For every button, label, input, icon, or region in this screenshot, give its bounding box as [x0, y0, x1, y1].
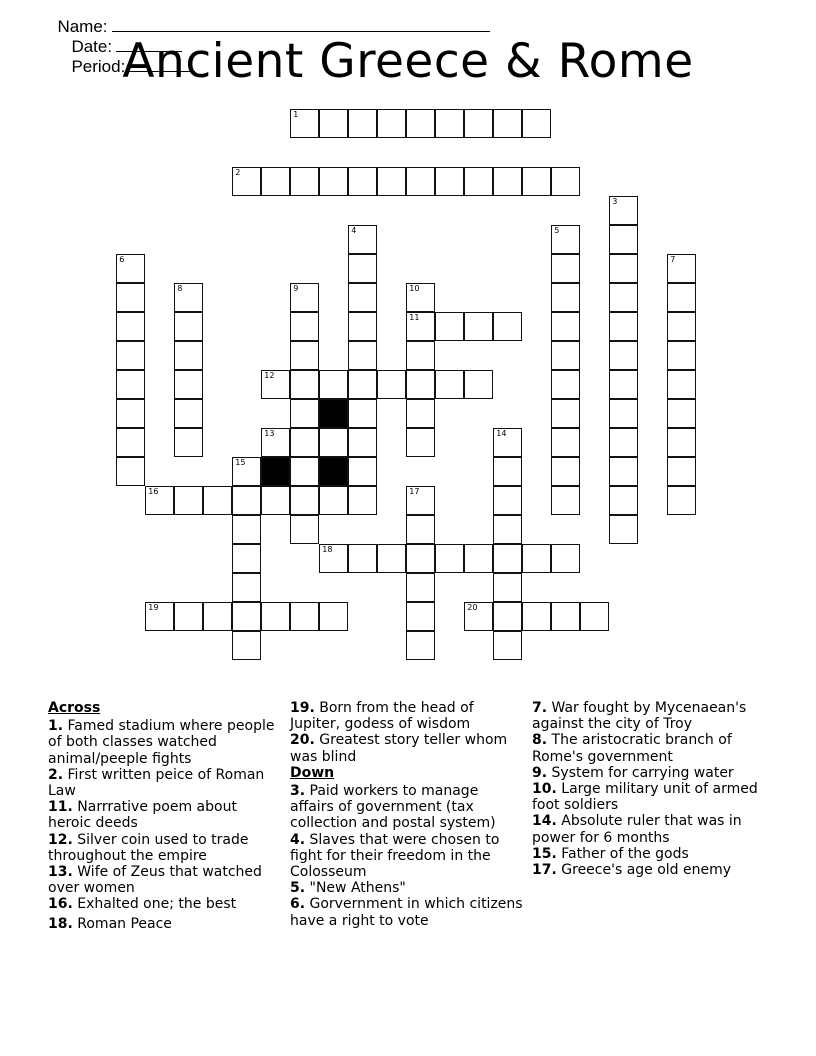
grid-cell[interactable] [406, 486, 435, 515]
grid-cell[interactable] [290, 312, 319, 341]
grid-cell[interactable] [493, 167, 522, 196]
period-label: Period: [71, 57, 126, 76]
name-label: Name: [57, 17, 108, 36]
clue-number: 2 [235, 168, 241, 178]
grid-cell[interactable] [232, 573, 261, 602]
clue-number: 6 [119, 255, 125, 265]
clue-number: 5 [554, 226, 560, 236]
down-heading: Down [290, 764, 335, 781]
grid-cell[interactable] [406, 428, 435, 457]
grid-cell[interactable] [348, 399, 377, 428]
across-heading: Across [48, 700, 101, 716]
grid-cell[interactable] [174, 486, 203, 515]
grid-cell[interactable] [232, 544, 261, 573]
grid-cell[interactable] [551, 254, 580, 283]
grid-cell[interactable] [290, 167, 319, 196]
clue-across-1: 1. Famed stadium where people of both classes watched animal/peeple fights [48, 718, 275, 767]
grid-cell[interactable] [348, 457, 377, 486]
grid-cell[interactable] [493, 486, 522, 515]
grid-cell[interactable] [232, 631, 261, 660]
grid-cell[interactable] [319, 486, 348, 515]
grid-cell[interactable] [116, 399, 145, 428]
grid-cell[interactable] [667, 428, 696, 457]
grid-cell[interactable] [667, 341, 696, 370]
grid-cell[interactable] [261, 602, 290, 631]
grid-cell[interactable] [551, 457, 580, 486]
grid-cell[interactable] [377, 109, 406, 138]
grid-cell[interactable] [493, 544, 522, 573]
grid-cell[interactable] [493, 312, 522, 341]
grid-cell[interactable] [464, 602, 493, 631]
grid-cell[interactable] [319, 602, 348, 631]
clue-down-5: 5. "New Athens" [290, 880, 406, 897]
clue-number: 12 [264, 371, 275, 381]
grid-cell[interactable] [116, 312, 145, 341]
grid-cell[interactable] [551, 399, 580, 428]
grid-cell[interactable] [261, 370, 290, 399]
grid-cell[interactable] [464, 167, 493, 196]
page-title: Ancient Greece & Rome [122, 34, 694, 89]
grid-cell[interactable] [493, 457, 522, 486]
clue-number: 9 [293, 284, 299, 294]
grid-cell[interactable] [464, 312, 493, 341]
clue-number: 4 [351, 226, 357, 236]
clue-across-20: 20. Greatest story teller whom was blind [290, 732, 508, 765]
grid-cell[interactable] [609, 515, 638, 544]
grid-cell[interactable] [464, 544, 493, 573]
grid-cell[interactable] [406, 283, 435, 312]
grid-cell[interactable] [667, 486, 696, 515]
grid-cell[interactable] [464, 370, 493, 399]
grid-cell[interactable] [290, 515, 319, 544]
grid-cell[interactable] [667, 457, 696, 486]
grid-cell[interactable] [667, 399, 696, 428]
grid-cell[interactable] [551, 486, 580, 515]
grid-cell[interactable] [406, 341, 435, 370]
clue-number: 13 [264, 429, 275, 439]
grid-cell[interactable] [261, 167, 290, 196]
grid-cell[interactable] [348, 428, 377, 457]
clue-across-19: 19. Born from the head of Jupiter, godess of wisdom [290, 700, 474, 733]
grid-cell[interactable] [377, 167, 406, 196]
grid-cell[interactable] [232, 515, 261, 544]
grid-cell[interactable] [290, 370, 319, 399]
clue-number: 8 [177, 284, 183, 294]
grid-cell[interactable] [116, 457, 145, 486]
grid-cell[interactable] [174, 602, 203, 631]
grid-cell[interactable] [406, 515, 435, 544]
clues-column-2 [290, 700, 526, 929]
grid-cell[interactable] [609, 196, 638, 225]
grid-cell[interactable] [551, 428, 580, 457]
grid-cell[interactable] [174, 370, 203, 399]
grid-cell[interactable] [667, 254, 696, 283]
grid-cell[interactable] [406, 544, 435, 573]
grid-cell[interactable] [406, 573, 435, 602]
clue-down-9: 9. System for carrying water [532, 764, 734, 781]
grid-cell[interactable] [377, 370, 406, 399]
grid-cell[interactable] [522, 544, 551, 573]
grid-cell[interactable] [551, 341, 580, 370]
grid-cell[interactable] [609, 457, 638, 486]
grid-cell[interactable] [435, 312, 464, 341]
grid-cell[interactable] [290, 109, 319, 138]
grid-cell[interactable] [580, 602, 609, 631]
grid-cell[interactable] [116, 254, 145, 283]
grid-cell[interactable] [522, 167, 551, 196]
grid-cell[interactable] [551, 544, 580, 573]
black-cell [261, 457, 290, 486]
clue-across-16: 16. Exhalted one; the best [48, 896, 237, 913]
clue-down-7: 7. War fought by Mycenaean's against the city of Troy [532, 700, 747, 733]
grid-cell[interactable] [290, 341, 319, 370]
grid-cell[interactable] [667, 312, 696, 341]
grid-cell[interactable] [551, 167, 580, 196]
clue-number: 14 [496, 429, 507, 439]
grid-cell[interactable] [406, 370, 435, 399]
grid-cell[interactable] [116, 428, 145, 457]
grid-cell[interactable] [609, 254, 638, 283]
grid-cell[interactable] [522, 109, 551, 138]
clue-across-13: 13. Wife of Zeus that watched over women [48, 864, 262, 897]
grid-cell[interactable] [609, 486, 638, 515]
clue-down-17: 17. Greece's age old enemy [532, 862, 732, 879]
grid-cell[interactable] [232, 167, 261, 196]
grid-cell[interactable] [609, 341, 638, 370]
grid-cell[interactable] [493, 515, 522, 544]
black-cell [319, 399, 348, 428]
grid-cell[interactable] [290, 602, 319, 631]
clue-down-14: 14. Absolute ruler that was in power for 6 months [532, 813, 742, 846]
grid-cell[interactable] [232, 457, 261, 486]
grid-cell[interactable] [406, 602, 435, 631]
grid-cell[interactable] [203, 602, 232, 631]
grid-cell[interactable] [406, 399, 435, 428]
clue-number: 11 [409, 313, 420, 323]
clue-number: 16 [148, 487, 159, 497]
clue-number: 20 [467, 603, 478, 613]
grid-cell[interactable] [435, 370, 464, 399]
clue-number: 3 [612, 197, 618, 207]
clue-number: 7 [670, 255, 676, 265]
grid-cell[interactable] [493, 428, 522, 457]
grid-cell[interactable] [348, 167, 377, 196]
grid-cell[interactable] [290, 457, 319, 486]
clue-across-11: 11. Narrrative poem about heroic deeds [48, 799, 237, 832]
grid-cell[interactable] [145, 486, 174, 515]
black-cell [319, 457, 348, 486]
grid-cell[interactable] [261, 428, 290, 457]
grid-cell[interactable] [232, 486, 261, 515]
grid-cell[interactable] [116, 283, 145, 312]
clue-down-6: 6. Gorvernment in which citizens have a right to vote [290, 896, 523, 929]
grid-cell[interactable] [348, 341, 377, 370]
grid-cell[interactable] [493, 573, 522, 602]
grid-cell[interactable] [232, 602, 261, 631]
grid-cell[interactable] [435, 109, 464, 138]
grid-cell[interactable] [174, 312, 203, 341]
grid-cell[interactable] [493, 631, 522, 660]
grid-cell[interactable] [348, 370, 377, 399]
clue-down-8: 8. The aristocratic branch of Rome's government [532, 732, 732, 765]
grid-cell[interactable] [609, 428, 638, 457]
clue-across-12: 12. Silver coin used to trade throughout the empire [48, 831, 249, 864]
clues-column-3 [532, 700, 768, 878]
grid-cell[interactable] [174, 283, 203, 312]
clue-across-18: 18. Roman Peace [48, 915, 172, 932]
clue-number: 17 [409, 487, 420, 497]
clue-across-2: 2. First written peice of Roman Law [48, 766, 265, 800]
clue-down-15: 15. Father of the gods [532, 845, 689, 862]
clue-down-3: 3. Paid workers to manage affairs of government (tax collection and postal system) [290, 783, 496, 832]
grid-cell[interactable] [290, 428, 319, 457]
grid-cell[interactable] [319, 428, 348, 457]
grid-cell[interactable] [174, 341, 203, 370]
grid-cell[interactable] [290, 283, 319, 312]
grid-cell[interactable] [551, 312, 580, 341]
grid-cell[interactable] [522, 602, 551, 631]
clue-number: 1 [293, 110, 299, 120]
grid-cell[interactable] [203, 486, 232, 515]
grid-cell[interactable] [377, 544, 406, 573]
grid-cell[interactable] [609, 312, 638, 341]
grid-cell[interactable] [116, 370, 145, 399]
grid-cell[interactable] [609, 225, 638, 254]
grid-cell[interactable] [319, 544, 348, 573]
grid-cell[interactable] [290, 486, 319, 515]
grid-cell[interactable] [348, 225, 377, 254]
grid-cell[interactable] [551, 602, 580, 631]
grid-cell[interactable] [406, 312, 435, 341]
grid-cell[interactable] [290, 399, 319, 428]
clue-down-4: 4. Slaves that were chosen to fight for their freedom in the Colosseum [290, 831, 500, 881]
grid-cell[interactable] [348, 544, 377, 573]
grid-cell[interactable] [493, 602, 522, 631]
grid-cell[interactable] [435, 167, 464, 196]
grid-cell[interactable] [319, 370, 348, 399]
date-label: Date: [71, 37, 113, 56]
grid-cell[interactable] [348, 283, 377, 312]
grid-cell[interactable] [406, 631, 435, 660]
grid-cell[interactable] [406, 167, 435, 196]
grid-cell[interactable] [319, 167, 348, 196]
clue-number: 19 [148, 603, 159, 613]
grid-cell[interactable] [348, 312, 377, 341]
grid-cell[interactable] [348, 486, 377, 515]
grid-cell[interactable] [145, 602, 174, 631]
grid-cell[interactable] [464, 109, 493, 138]
grid-cell[interactable] [319, 109, 348, 138]
grid-cell[interactable] [174, 399, 203, 428]
grid-cell[interactable] [609, 283, 638, 312]
grid-cell[interactable] [551, 225, 580, 254]
grid-cell[interactable] [667, 283, 696, 312]
grid-cell[interactable] [261, 486, 290, 515]
clues-column-1 [48, 700, 284, 932]
clue-number: 18 [322, 545, 333, 555]
grid-cell[interactable] [609, 370, 638, 399]
grid-cell[interactable] [551, 370, 580, 399]
clue-number: 10 [409, 284, 420, 294]
grid-cell[interactable] [406, 109, 435, 138]
grid-cell[interactable] [667, 370, 696, 399]
grid-cell[interactable] [435, 544, 464, 573]
grid-cell[interactable] [609, 399, 638, 428]
grid-cell[interactable] [348, 254, 377, 283]
grid-cell[interactable] [348, 109, 377, 138]
clue-down-10: 10. Large military unit of armed foot soldiers [532, 781, 758, 814]
grid-cell[interactable] [116, 341, 145, 370]
grid-cell[interactable] [174, 428, 203, 457]
grid-cell[interactable] [493, 109, 522, 138]
grid-cell[interactable] [551, 283, 580, 312]
clue-number: 15 [235, 458, 246, 468]
